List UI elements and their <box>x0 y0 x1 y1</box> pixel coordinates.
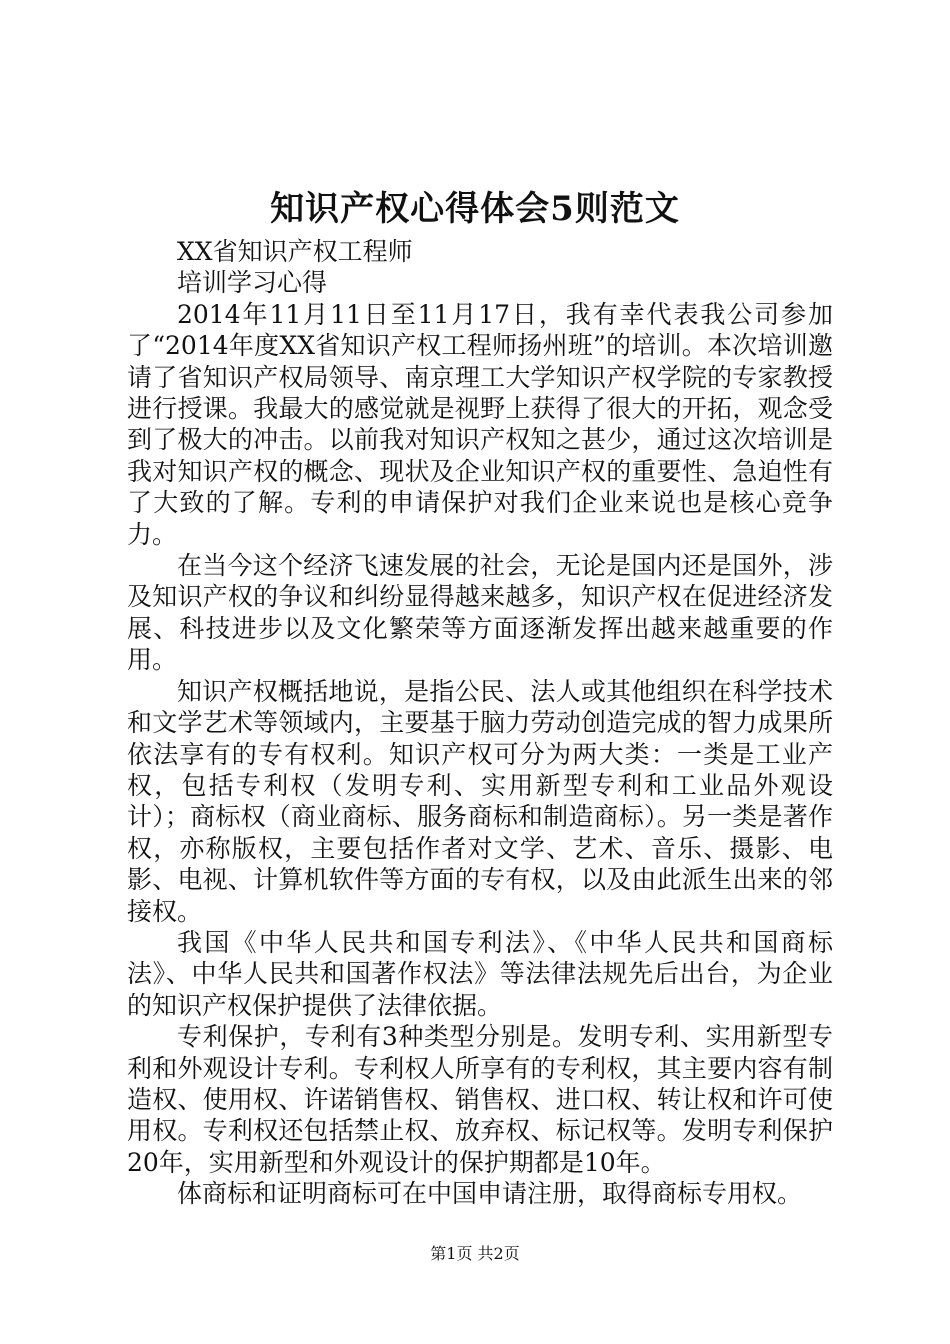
paragraph: 2014年11月11日至11月17日，我有幸代表我公司参加了“2014年度XX省知识产权工程师扬州班”的培训。本次培训邀请了省知识产权局领导、南京理工大学知识产权学院的专家教授进行授课。我最大的感觉就是视野上获得了很大的开拓，观念受到了极大的冲击。以前我对知识产权知之甚少，通过这次培训是我对知识产权的概念、现状及企业知识产权的重要性、急迫性有了大致的了解。专利的申请保护对我们企业来说也是核心竞争力。 <box>127 299 833 549</box>
paragraph: 专利保护，专利有3种类型分别是。发明专利、实用新型专利和外观设计专利。专利权人所享有的专利权，其主要内容有制造权、使用权、许诺销售权、销售权、进口权、转让权和许可使用权。专利权还包括禁止权、放弃权、标记权等。发明专利保护20年，实用新型和外观设计的保护期都是10年。 <box>127 1022 833 1177</box>
paragraph: 体商标和证明商标可在中国申请注册，取得商标专用权。 <box>177 1179 803 1209</box>
paragraph-heading-line-2: 培训学习心得 <box>177 268 328 298</box>
page-number-footer: 第1页 共2页 <box>430 1244 520 1263</box>
document-title: 知识产权心得体会5则范文 <box>270 189 680 229</box>
paragraph: 我国《中华人民共和国专利法》、《中华人民共和国商标法》、中华人民共和国著作权法》等法律法规先后出台，为企业的知识产权保护提供了法律依据。 <box>127 927 833 1020</box>
document-body <box>127 236 833 1210</box>
paragraph-heading-line-1: XX省知识产权工程师 <box>177 237 413 266</box>
paragraph: 在当今这个经济飞速发展的社会，无论是国内还是国外，涉及知识产权的争议和纠纷显得越来越多，知识产权在促进经济发展、科技进步以及文化繁荣等方面逐渐发挥出越来越重要的作用。 <box>127 551 833 675</box>
paragraph: 知识产权概括地说，是指公民、法人或其他组织在科学技术和文学艺术等领域内，主要基于脑力劳动创造完成的智力成果所依法享有的专有权利。知识产权可分为两大类：一类是工业产权，包括专利权（发明专利、实用新型专利和工业品外观设计）；商标权（商业商标、服务商标和制造商标）。另一类是著作权，亦称版权，主要包括作者对文学、艺术、音乐、摄影、电影、电视、计算机软件等方面的专有权，以及由此派生出来的邻接权。 <box>127 676 833 926</box>
